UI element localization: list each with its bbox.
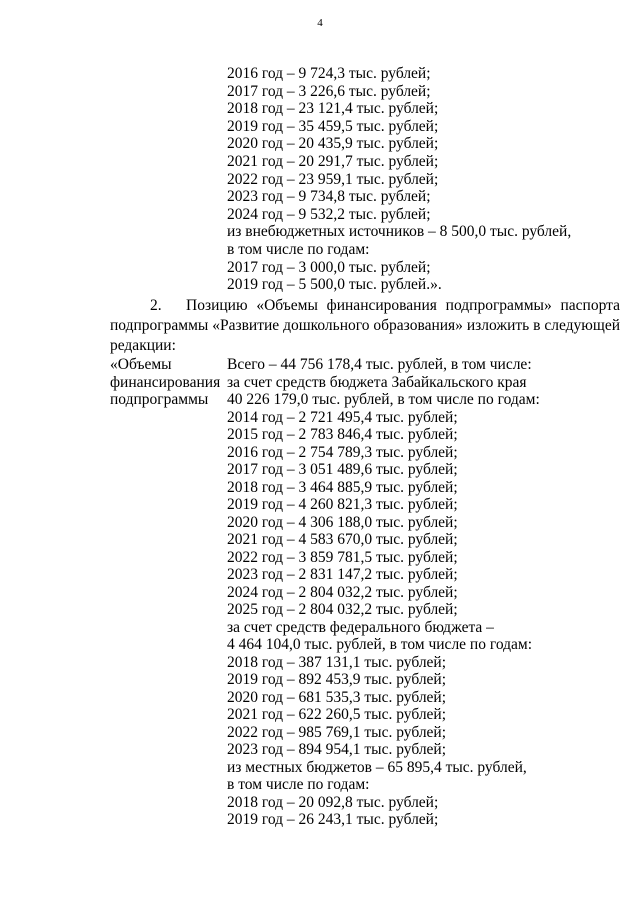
funding-line: 2024 год – 2 804 032,2 тыс. рублей; (227, 583, 458, 601)
funding-line: 2022 год – 985 769,1 тыс. рублей; (227, 723, 447, 741)
list-line: 2023 год – 9 734,8 тыс. рублей; (227, 188, 431, 206)
funding-line: 2020 год – 4 306 188,0 тыс. рублей; (227, 513, 458, 531)
funding-line: Всего – 44 756 178,4 тыс. рублей, в том числе: (227, 356, 532, 373)
funding-line: 2018 год – 387 131,1 тыс. рублей; (227, 653, 447, 671)
funding-line: 4 464 104,0 тыс. рублей, в том числе по годам: (227, 636, 533, 653)
funding-line: 2018 год – 3 464 885,9 тыс. рублей; (227, 478, 458, 496)
funding-line: 2020 год – 681 535,3 тыс. рублей; (227, 688, 447, 706)
paragraph-line (110, 296, 620, 316)
funding-line: 2019 год – 892 453,9 тыс. рублей; (227, 671, 447, 688)
funding-line: за счет средств бюджета Забайкальского края (227, 373, 527, 391)
label-line: подпрограммы (110, 391, 209, 408)
list-line: 2016 год – 9 724,3 тыс. рублей; (227, 65, 431, 82)
funding-line: за счет средств федерального бюджета – (227, 618, 494, 636)
position-label (110, 356, 220, 409)
paragraph-line: редакции: (110, 337, 176, 354)
list-line: в том числе по годам: (227, 240, 370, 258)
list-line: 2021 год – 20 291,7 тыс. рублей; (227, 152, 439, 170)
list-line: 2024 год – 9 532,2 тыс. рублей; (227, 205, 431, 223)
list-line: из внебюджетных источников – 8 500,0 тыс. рублей, (227, 223, 572, 241)
list-line: 2019 год – 35 459,5 тыс. рублей; (227, 117, 439, 135)
funding-line: 2019 год – 26 243,1 тыс. рублей; (227, 811, 439, 828)
funding-line: 2022 год – 3 859 781,5 тыс. рублей; (227, 548, 458, 566)
funding-line: 2025 год – 2 804 032,2 тыс. рублей; (227, 601, 458, 618)
funding-list-continued (227, 65, 571, 294)
list-line: 2017 год – 3 226,6 тыс. рублей; (227, 82, 431, 100)
amendment-paragraph (110, 296, 620, 356)
funding-line: 2015 год – 2 783 846,4 тыс. рублей; (227, 426, 458, 443)
list-line: 2018 год – 23 121,4 тыс. рублей; (227, 100, 439, 118)
funding-volumes (227, 356, 540, 829)
funding-line: 2018 год – 20 092,8 тыс. рублей; (227, 793, 439, 811)
funding-line: в том числе по годам: (227, 776, 370, 793)
list-line: 2017 год – 3 000,0 тыс. рублей; (227, 258, 431, 276)
funding-line: 2016 год – 2 754 789,3 тыс. рублей; (227, 443, 458, 461)
paragraph-number: 2. (150, 297, 162, 314)
label-line: финансирования (110, 373, 221, 391)
funding-line: 2023 год – 2 831 147,2 тыс. рублей; (227, 566, 458, 583)
funding-line: 2023 год – 894 954,1 тыс. рублей; (227, 741, 447, 758)
list-line: 2022 год – 23 959,1 тыс. рублей; (227, 170, 439, 188)
funding-line: 2017 год – 3 051 489,6 тыс. рублей; (227, 461, 458, 478)
paragraph-line: подпрограммы «Развитие дошкольного образования» изложить в следующей (110, 317, 620, 334)
list-line: 2019 год – 5 500,0 тыс. рублей.». (227, 276, 442, 294)
funding-line: 2021 год – 622 260,5 тыс. рублей; (227, 706, 447, 723)
funding-line: из местных бюджетов – 65 895,4 тыс. рублей, (227, 758, 527, 776)
funding-line: 2021 год – 4 583 670,0 тыс. рублей; (227, 531, 458, 548)
funding-line: 2019 год – 4 260 821,3 тыс. рублей; (227, 496, 458, 513)
label-line: «Объемы (110, 356, 172, 373)
list-line: 2020 год – 20 435,9 тыс. рублей; (227, 135, 439, 153)
funding-line: 40 226 179,0 тыс. рублей, в том числе по годам: (227, 391, 540, 408)
funding-line: 2014 год – 2 721 495,4 тыс. рублей; (227, 408, 458, 426)
paragraph-text: Позицию «Объемы финансирования подпрограммы» паспорта (186, 297, 620, 314)
page-number: 4 (317, 17, 323, 29)
